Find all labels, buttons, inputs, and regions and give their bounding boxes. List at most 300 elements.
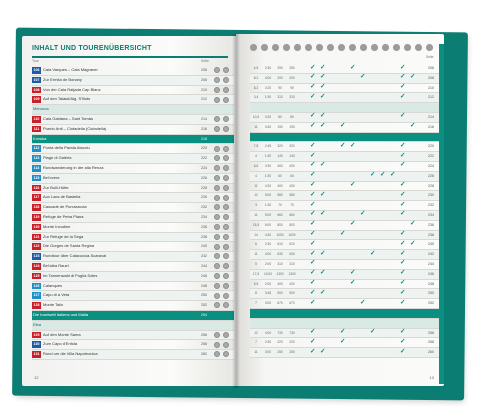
tour-stat: 2:30 <box>264 66 272 70</box>
check-icon: ✓ <box>320 269 326 277</box>
check-icon: ✓ <box>400 249 406 257</box>
page-ref: 236 <box>428 222 434 227</box>
difficulty-icon <box>214 175 220 181</box>
check-icon: ✓ <box>310 347 316 355</box>
tour-name: Rundtour über Calacuccia-Scaravai <box>43 253 107 259</box>
tour-stat: 15,5 <box>252 222 260 227</box>
check-icon: ✓ <box>310 269 316 277</box>
category-icon <box>250 44 257 51</box>
difficulty-icon <box>214 67 220 73</box>
tour-name: Bel'alba Rauel <box>43 262 69 268</box>
table-row <box>250 172 440 182</box>
table-row <box>32 223 234 233</box>
tour-stat: 580 <box>289 193 295 198</box>
check-icon: ✓ <box>310 239 316 247</box>
category-icon <box>272 44 279 51</box>
table-row <box>32 115 234 125</box>
check-icon: ✓ <box>400 347 406 355</box>
difficulty-icon <box>223 302 229 308</box>
check-icon: ✓ <box>320 73 326 81</box>
check-icon: ✓ <box>340 230 346 238</box>
tour-number: 117 <box>33 195 40 200</box>
check-icon: ✓ <box>350 63 356 71</box>
tour-stat: 310 <box>289 95 295 100</box>
table-row <box>32 164 234 174</box>
tour-stat: 800 <box>277 222 283 227</box>
tour-stat: 4 <box>255 173 257 178</box>
tour-name: Cascade de Purcaraccia <box>43 204 87 210</box>
check-icon: ✓ <box>310 92 316 100</box>
check-icon: ✓ <box>350 181 356 189</box>
section-name: Menorca <box>33 106 49 112</box>
tour-stat: 3:45 <box>264 291 272 296</box>
difficulty-icon <box>223 155 229 161</box>
check-icon: ✓ <box>310 279 316 287</box>
page-ref: 246 <box>201 273 207 278</box>
tour-stat: 580 <box>277 193 283 198</box>
check-icon: ✓ <box>400 92 406 100</box>
table-row <box>250 240 440 250</box>
check-icon: ✓ <box>310 230 316 238</box>
table-row <box>250 338 440 348</box>
tour-number: 118 <box>33 205 40 210</box>
tour-name: Auf den Monte Sama <box>43 331 81 337</box>
tour-name: Zur Refuge de la Sega <box>43 233 84 239</box>
page-ref: 228 <box>428 183 434 188</box>
left-column-header <box>32 59 232 65</box>
tour-number: 113 <box>33 156 40 161</box>
tour-name: Auf den Talaiot/Aig. S'Illots <box>43 96 91 102</box>
tour-stat: 310 <box>289 261 295 266</box>
table-row <box>250 270 440 280</box>
check-icon: ✓ <box>320 63 326 71</box>
check-icon: ✓ <box>400 181 406 189</box>
difficulty-icon <box>223 253 229 259</box>
check-icon: ✓ <box>310 141 316 149</box>
tour-number: 115 <box>33 175 40 180</box>
tour-stat: 1:30 <box>264 95 272 100</box>
tour-stat: 310 <box>277 95 283 100</box>
difficulty-icon <box>223 204 229 210</box>
tour-name: Zur Ermita de Bonany <box>43 76 82 82</box>
tour-stat: 310 <box>277 261 283 266</box>
difficulty-icon <box>223 77 229 83</box>
check-icon: ✓ <box>400 200 406 208</box>
page-ref: 230 <box>201 195 207 200</box>
page-ref: 250 <box>428 291 434 296</box>
tour-stat: 1300 <box>276 271 284 276</box>
tour-stat: 1:30 <box>264 203 272 208</box>
category-icon <box>371 44 378 51</box>
difficulty-icon <box>223 146 229 152</box>
difficulty-icon <box>214 342 220 348</box>
check-icon: ✓ <box>400 288 406 296</box>
tour-name: Puerto Anti – Ciutadella (Ciutadella) <box>43 125 107 131</box>
check-icon: ✓ <box>400 239 406 247</box>
tour-name: Cala Galdana – Sant Tomàs <box>43 115 93 121</box>
page-ref: 240 <box>201 244 207 249</box>
tour-stat: 220 <box>289 340 295 345</box>
page-ref: 236 <box>201 224 207 229</box>
check-icon: ✓ <box>360 298 366 306</box>
tour-stat: 140 <box>289 154 295 159</box>
difficulty-icon <box>214 244 220 250</box>
check-icon: ✓ <box>360 73 366 81</box>
page-ref: 226 <box>428 173 434 178</box>
tour-stat: 800 <box>289 222 295 227</box>
check-icon: ✓ <box>400 230 406 238</box>
tour-stat: 4:00 <box>264 252 272 257</box>
tour-name: Aux Lacs de Bastelia <box>43 194 81 200</box>
difficulty-icon <box>223 263 229 269</box>
category-icon <box>283 44 290 51</box>
check-icon: ✓ <box>310 122 316 130</box>
tour-stat: 3:20 <box>264 114 272 119</box>
check-icon: ✓ <box>320 92 326 100</box>
table-row <box>250 201 440 211</box>
tour-stat: 500 <box>277 291 283 296</box>
category-icon <box>382 44 389 51</box>
check-icon: ✓ <box>370 171 376 179</box>
difficulty-icon <box>223 116 229 122</box>
table-row <box>250 123 440 133</box>
tour-name: Monte Incudine <box>43 223 71 229</box>
tour-stat: 11 <box>254 252 258 257</box>
table-row <box>250 280 440 290</box>
section-name: Elba <box>33 321 42 327</box>
table-row <box>32 66 234 76</box>
tour-number: 123 <box>33 254 40 259</box>
difficulty-icon <box>223 293 229 299</box>
table-row <box>250 162 440 172</box>
tour-stat: 3:00 <box>264 301 272 306</box>
table-row <box>250 84 440 94</box>
tour-number: 111 <box>33 126 40 131</box>
check-icon: ✓ <box>400 141 406 149</box>
category-icon <box>426 44 433 51</box>
difficulty-icon <box>223 342 229 348</box>
difficulty-icon <box>223 67 229 73</box>
category-icon <box>338 44 345 51</box>
check-icon: ✓ <box>360 210 366 218</box>
tour-stat: 7 <box>255 301 257 306</box>
check-icon: ✓ <box>340 328 346 336</box>
check-icon: ✓ <box>310 83 316 91</box>
tour-stat: 250 <box>277 350 283 355</box>
tour-stat: 2:00 <box>264 281 272 286</box>
check-icon: ✓ <box>370 249 376 257</box>
table-row <box>250 289 440 299</box>
page-ref: 252 <box>428 301 434 306</box>
page-ref: 222 <box>428 154 434 159</box>
table-row <box>32 144 234 154</box>
tour-stat: 290 <box>277 66 283 70</box>
page-ref: 234 <box>201 214 207 219</box>
tour-number: 127 <box>33 293 40 298</box>
table-row <box>250 260 440 270</box>
table-row <box>32 86 234 96</box>
tour-stat: 60 <box>290 173 294 178</box>
check-icon: ✓ <box>400 112 406 120</box>
difficulty-icon <box>214 204 220 210</box>
tour-stat: 4:30 <box>264 232 272 237</box>
difficulty-icon <box>223 87 229 93</box>
tour-stat: 11 <box>254 350 258 355</box>
tour-stat: 6:00 <box>264 222 272 227</box>
table-row <box>32 125 234 135</box>
region-band <box>32 311 234 321</box>
difficulty-icon <box>214 283 220 289</box>
difficulty-icon <box>223 351 229 357</box>
page-ref: 224 <box>201 165 207 170</box>
book-gutter <box>232 34 240 388</box>
tour-stat: 4:00 <box>264 330 272 335</box>
check-icon: ✓ <box>390 171 396 179</box>
check-icon: ✓ <box>320 288 326 296</box>
tour-stat: 60 <box>278 173 282 178</box>
page-ref: 234 <box>428 212 434 217</box>
table-row <box>32 95 234 105</box>
tour-stat: 670 <box>277 301 283 306</box>
table-row <box>250 191 440 201</box>
tour-stat: 3:30 <box>264 163 272 168</box>
table-row <box>250 142 440 152</box>
page-ref: 258 <box>201 342 207 347</box>
tour-stat: 10,5 <box>252 114 260 119</box>
tour-number: 130 <box>33 342 40 347</box>
difficulty-icon <box>214 87 220 93</box>
difficulty-icon <box>214 253 220 259</box>
category-icon <box>360 44 367 51</box>
table-row <box>32 76 234 86</box>
tour-name: Rundwanderung in der alla Renza <box>43 164 104 170</box>
page-ref: 224 <box>428 163 434 168</box>
tour-data-table <box>250 64 440 358</box>
category-icon <box>294 44 301 51</box>
tour-stat: 3:00 <box>264 350 272 355</box>
tour-stat: 4,5 <box>253 66 259 70</box>
table-row <box>250 348 440 358</box>
table-row <box>32 301 234 311</box>
check-icon: ✓ <box>320 190 326 198</box>
category-icon <box>349 44 356 51</box>
page-ref: 222 <box>201 156 207 161</box>
check-icon: ✓ <box>400 337 406 345</box>
table-row <box>250 93 440 103</box>
page-ref: 248 <box>428 281 434 286</box>
category-icon <box>327 44 334 51</box>
page-ref: 212 <box>428 95 434 100</box>
tour-number: 107 <box>33 77 40 82</box>
check-icon: ✓ <box>310 63 316 71</box>
tour-name: Punta della Parata Aiacciu <box>43 145 90 151</box>
page-ref: 258 <box>428 340 434 345</box>
tour-name: Capu di a Veta <box>43 292 70 298</box>
tour-stat: 250 <box>289 66 295 70</box>
section-row <box>32 321 234 331</box>
difficulty-icon <box>223 195 229 201</box>
left-page <box>22 36 236 386</box>
check-icon: ✓ <box>310 259 316 267</box>
check-icon: ✓ <box>310 190 316 198</box>
difficulty-icon <box>214 293 220 299</box>
table-row <box>250 250 440 260</box>
tour-stat: 7,8 <box>253 144 259 149</box>
tour-stat: 17,5 <box>252 271 260 276</box>
check-icon: ✓ <box>310 288 316 296</box>
tour-number: 110 <box>33 116 40 121</box>
tour-stat: 400 <box>277 183 283 188</box>
check-icon: ✓ <box>310 249 316 257</box>
tour-stat: 4:30 <box>264 183 272 188</box>
check-icon: ✓ <box>370 328 376 336</box>
category-icon <box>393 44 400 51</box>
tour-stat: 610 <box>277 242 283 247</box>
check-icon: ✓ <box>400 298 406 306</box>
tour-name: Refuge de Petra Piana <box>43 213 84 219</box>
tour-number: 128 <box>33 303 40 308</box>
page-ref: 256 <box>201 332 207 337</box>
check-icon: ✓ <box>400 210 406 218</box>
tour-stat: 5:00 <box>264 212 272 217</box>
table-row <box>32 193 234 203</box>
category-icon <box>404 44 411 51</box>
tour-stat: 2:30 <box>264 340 272 345</box>
tour-name: Calanques <box>43 282 63 288</box>
tour-stat: 660 <box>289 212 295 217</box>
check-icon: ✓ <box>320 249 326 257</box>
check-icon: ✓ <box>400 161 406 169</box>
tour-stat: 400 <box>277 281 283 286</box>
section-name: Die Inselwelt Italiens und Malta <box>33 311 89 317</box>
check-icon: ✓ <box>400 269 406 277</box>
check-icon: ✓ <box>310 171 316 179</box>
tour-stat: 3 <box>255 203 257 208</box>
tour-stat: 90 <box>278 85 282 90</box>
table-row <box>32 174 234 184</box>
page-ref: 208 <box>428 75 434 80</box>
tour-stat: 8,2 <box>253 75 259 80</box>
check-icon: ✓ <box>320 122 326 130</box>
check-icon: ✓ <box>310 181 316 189</box>
page-ref: 210 <box>201 87 207 92</box>
tour-stat: 8 <box>255 291 257 296</box>
table-row <box>32 340 234 350</box>
col-page-label-right: Seite <box>426 55 434 59</box>
tour-stat: 660 <box>277 212 283 217</box>
check-icon: ✓ <box>340 337 346 345</box>
region-band <box>32 135 234 145</box>
difficulty-icon <box>214 77 220 83</box>
page-ref: 228 <box>201 185 207 190</box>
category-icons <box>250 44 436 52</box>
tour-stat: 1:30 <box>264 173 272 178</box>
difficulty-icon <box>214 185 220 191</box>
check-icon: ✓ <box>310 200 316 208</box>
tour-number: 112 <box>33 146 40 151</box>
check-icon: ✓ <box>310 298 316 306</box>
check-icon: ✓ <box>400 73 406 81</box>
check-icon: ✓ <box>400 279 406 287</box>
title-rule <box>32 56 228 58</box>
difficulty-icon <box>223 234 229 240</box>
table-row <box>32 282 234 292</box>
tour-stat: 11 <box>254 183 258 188</box>
tour-number: 126 <box>33 283 40 288</box>
table-row <box>32 272 234 282</box>
check-icon: ✓ <box>320 347 326 355</box>
tour-stat: 2:45 <box>264 144 272 149</box>
tour-name: Cala Varques – Cala Magraner <box>43 67 98 72</box>
check-icon: ✓ <box>320 161 326 169</box>
difficulty-icon <box>214 263 220 269</box>
region-band <box>250 309 440 319</box>
table-row <box>32 350 234 360</box>
tour-stat: 12 <box>254 330 258 335</box>
check-icon: ✓ <box>400 83 406 91</box>
section-row <box>32 105 234 115</box>
check-icon: ✓ <box>400 151 406 159</box>
difficulty-icon <box>214 224 220 230</box>
tour-stat: 400 <box>289 281 295 286</box>
tour-stat: 80 <box>278 114 282 119</box>
tour-list <box>32 66 234 360</box>
page-ref: 240 <box>428 242 434 247</box>
tour-number: 124 <box>33 263 40 268</box>
tour-stat: 6,6 <box>253 163 259 168</box>
page-ref: 256 <box>428 330 434 335</box>
difficulty-icon <box>223 214 229 220</box>
table-row <box>32 262 234 272</box>
tour-name: Die Gorges de Santa Regina <box>43 243 95 249</box>
table-row <box>32 203 234 213</box>
tour-stat: 8,2 <box>253 85 259 90</box>
right-page <box>236 34 444 386</box>
tour-name: Plage di Galéria <box>43 155 72 161</box>
check-icon: ✓ <box>310 73 316 81</box>
page-ref: 248 <box>201 283 207 288</box>
tour-number: 114 <box>33 165 40 170</box>
difficulty-icon <box>223 185 229 191</box>
table-row <box>32 233 234 243</box>
page-ref: 214 <box>428 114 434 119</box>
page-ref: 206 <box>428 66 434 70</box>
tour-stat: 400 <box>289 163 295 168</box>
check-icon: ✓ <box>310 328 316 336</box>
tour-stat: 3,4 <box>253 95 259 100</box>
page-ref: 208 <box>201 77 207 82</box>
tour-stat: 220 <box>277 340 283 345</box>
page-ref: 220 <box>201 146 207 151</box>
table-row <box>32 291 234 301</box>
page-ref: 244 <box>428 261 434 266</box>
check-icon: ✓ <box>340 141 346 149</box>
table-row <box>32 331 234 341</box>
table-row <box>32 213 234 223</box>
difficulty-icon <box>223 332 229 338</box>
page-ref: 226 <box>201 175 207 180</box>
check-icon: ✓ <box>320 210 326 218</box>
section-name: Korsika <box>33 135 47 141</box>
check-icon: ✓ <box>400 63 406 71</box>
check-icon: ✓ <box>400 328 406 336</box>
tour-stat: 11 <box>254 124 258 129</box>
difficulty-icon <box>214 351 220 357</box>
tour-stat: 250 <box>289 350 295 355</box>
tour-stat: 730 <box>277 330 283 335</box>
tour-stat: 140 <box>277 154 283 159</box>
page-ref: 260 <box>201 352 207 357</box>
